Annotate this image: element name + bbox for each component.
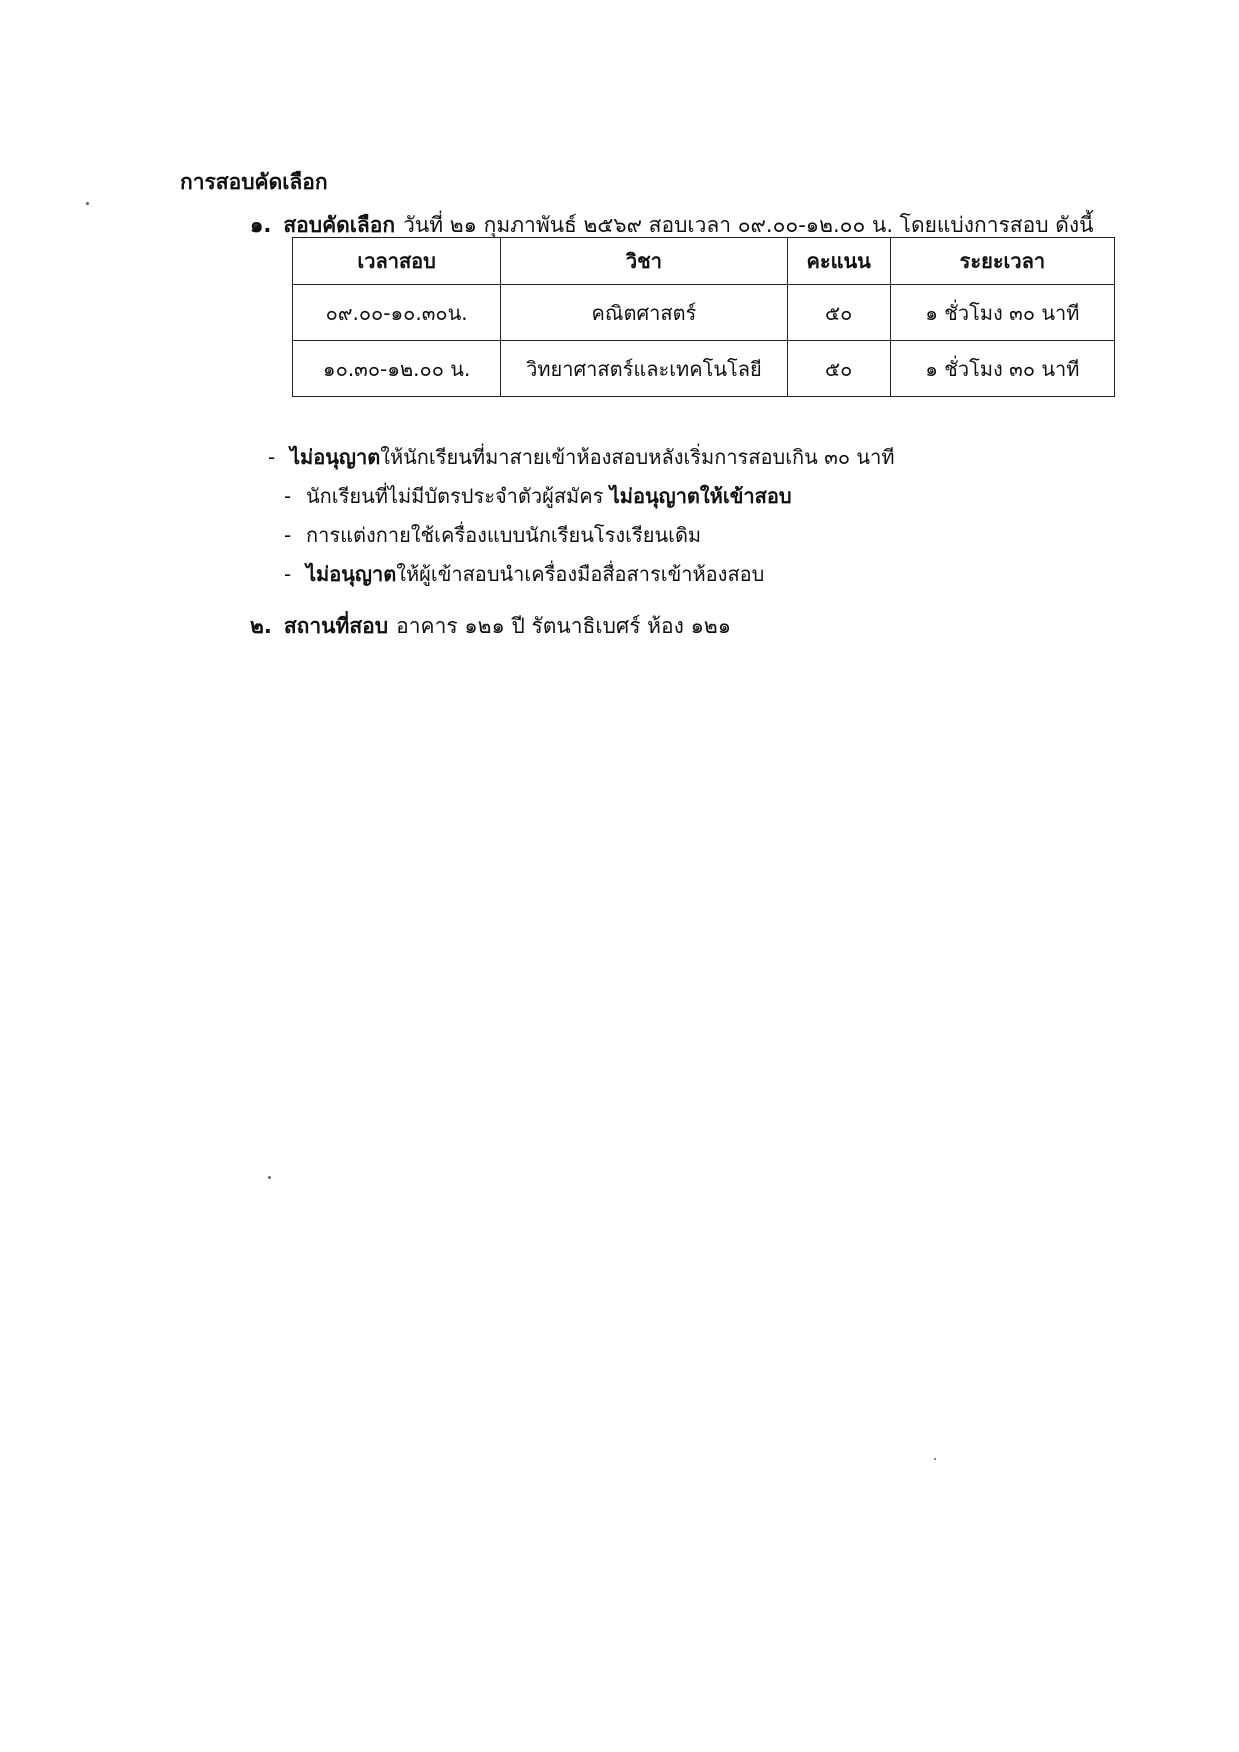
cell-duration: ๑ ชั่วโมง ๓๐ นาที <box>890 341 1114 397</box>
cell-score: ๕๐ <box>787 341 890 397</box>
bullet-dash: - <box>268 445 276 469</box>
header-exam-time: เวลาสอบ <box>293 238 501 285</box>
section-title: การสอบคัดเลือก <box>180 170 328 194</box>
bullet-dash: - <box>284 484 292 508</box>
scan-speck <box>86 202 89 205</box>
bullet-dash: - <box>284 523 292 547</box>
cell-exam-time: ๐๙.๐๐-๑๐.๓๐น. <box>293 285 501 341</box>
rule-text: นักเรียนที่ไม่มีบัตรประจำตัวผู้สมัคร <box>306 484 610 508</box>
list-item <box>268 555 895 594</box>
exam-item-2 <box>250 610 731 643</box>
item-text: อาคาร ๑๒๑ ปี รัตนาธิเบศร์ ห้อง ๑๒๑ <box>396 614 732 638</box>
header-subject: วิชา <box>501 238 787 285</box>
list-item <box>268 438 895 477</box>
cell-duration: ๑ ชั่วโมง ๓๐ นาที <box>890 285 1114 341</box>
item-number: ๒. <box>250 614 272 638</box>
table-row <box>293 285 1115 341</box>
rule-bold-text: ไม่อนุญาต <box>306 562 397 586</box>
rule-bold-after: ไม่อนุญาตให้เข้าสอบ <box>609 484 792 508</box>
list-item <box>268 477 895 516</box>
item-number: ๑. <box>250 213 272 237</box>
item-lead: สอบคัดเลือก <box>283 213 396 237</box>
header-duration: ระยะเวลา <box>890 238 1114 285</box>
scan-speck <box>268 1176 271 1179</box>
exam-rules-list <box>268 438 895 594</box>
rule-bold-text: ไม่อนุญาต <box>290 445 381 469</box>
cell-score: ๕๐ <box>787 285 890 341</box>
header-score: คะแนน <box>787 238 890 285</box>
cell-subject: คณิตศาสตร์ <box>501 285 787 341</box>
scan-speck <box>934 1458 936 1460</box>
item-lead: สถานที่สอบ <box>283 614 389 638</box>
bullet-dash: - <box>284 562 292 586</box>
rule-text: ให้นักเรียนที่มาสายเข้าห้องสอบหลังเริ่มการสอบเกิน ๓๐ นาที <box>380 445 895 469</box>
exam-schedule-table <box>292 237 1115 397</box>
cell-exam-time: ๑๐.๓๐-๑๒.๐๐ น. <box>293 341 501 397</box>
list-item <box>268 516 895 555</box>
rule-text: ให้ผู้เข้าสอบนำเครื่องมือสื่อสารเข้าห้องสอบ <box>396 562 765 586</box>
rule-text: การแต่งกายใช้เครื่องแบบนักเรียนโรงเรียนเดิม <box>306 523 702 547</box>
table-header-row <box>293 238 1115 285</box>
table-row <box>293 341 1115 397</box>
item-text: วันที่ ๒๑ กุมภาพันธ์ ๒๕๖๙ สอบเวลา ๐๙.๐๐-๑๒.๐๐ น. โดยแบ่งการสอบ ดังนี้ <box>403 213 1094 237</box>
cell-subject: วิทยาศาสตร์และเทคโนโลยี <box>501 341 787 397</box>
